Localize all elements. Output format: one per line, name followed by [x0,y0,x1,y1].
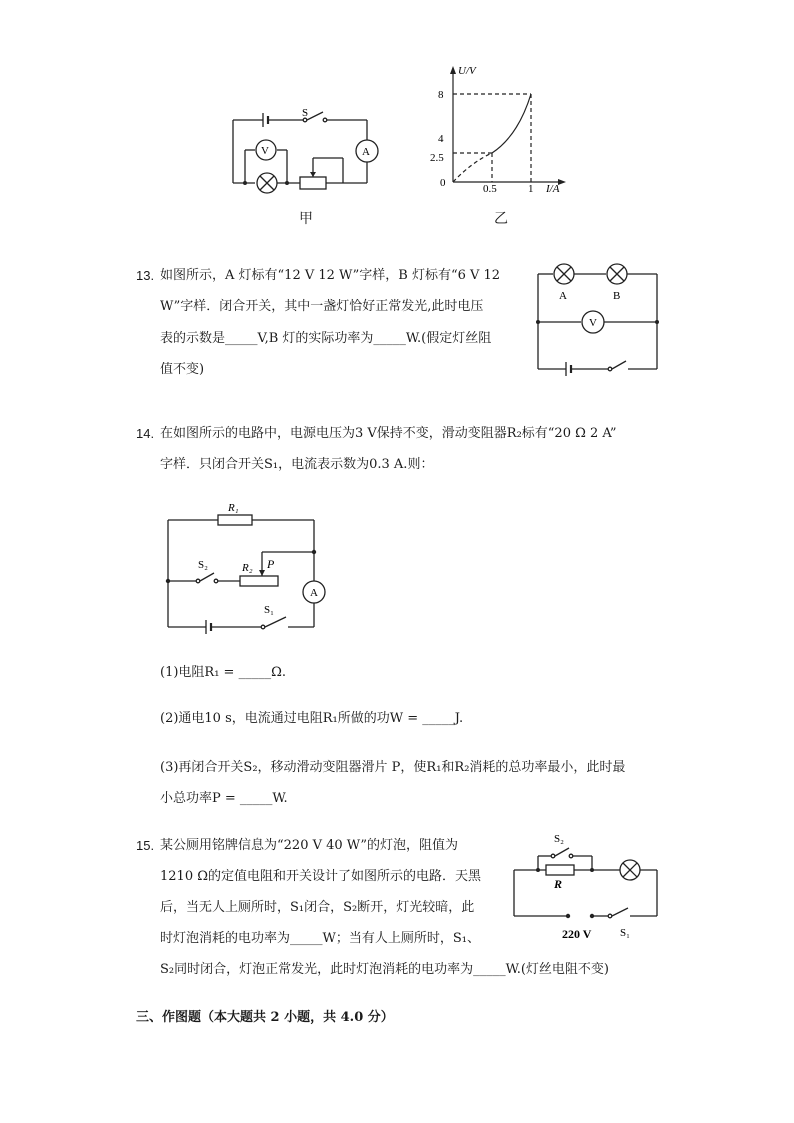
voltmeter-label: V [261,145,269,157]
y-tick: 0 [440,177,446,189]
s2-label: S₂ [554,833,564,845]
figure-jia-circuit [225,100,385,200]
slider-p-label: P [267,557,275,571]
q13-number: 13. [136,268,155,283]
q14-line-1: 在如图所示的电路中，电源电压为3 V保持不变，滑动变阻器R₂标有“20 Ω 2 A” [160,426,617,441]
q15-line-5: S₂同时闭合，灯泡正常发光，此时灯泡消耗的电功率为_____W.(灯丝电阻不变) [160,962,609,977]
q14-part-1: (1)电阻R₁ = _____Ω. [160,665,286,680]
ammeter-label: A [310,587,318,599]
q13-line-3: 表的示数是_____V,B 灯的实际功率为_____W.(假定灯丝阻 [160,331,492,346]
r2-label: R₂ [242,562,253,574]
q13-circuit [530,262,665,382]
figure-yi-graph [420,58,570,200]
lamp-a-label: A [559,290,567,302]
y-tick: 4 [438,133,444,145]
section-heading: 三、作图题（本大题共 2 小题，共 4.0 分） [136,1010,394,1025]
q15-line-2: 1210 Ω的定值电阻和开关设计了如图所示的电路．天黑 [160,869,481,884]
lamp-b-label: B [613,290,621,302]
q13-line-2: W”字样．闭合开关，其中一盏灯恰好正常发光,此时电压 [160,299,484,314]
y-tick: 8 [438,89,444,101]
r-label: R [554,877,563,891]
q15-number: 15. [136,838,155,853]
q13-line-1: 如图所示，A 灯标有“12 V 12 W”字样，B 灯标有“6 V 12 [160,268,501,283]
ammeter-label: A [362,146,370,158]
y-tick-labels [430,89,446,189]
s1-label: S₁ [264,604,274,616]
voltmeter-label: V [589,317,597,329]
x-tick-labels [483,183,534,195]
s2-label: S₂ [198,559,208,571]
q14-line-2: 字样．只闭合开关S₁，电流表示数为0.3 A.则： [160,457,434,472]
x-tick: 0.5 [483,183,497,195]
x-axis-label: I/A [546,183,560,195]
figure-jia-caption: 甲 [299,211,313,227]
y-axis-label: U/V [458,65,476,77]
s1-label: S₁ [620,927,630,939]
q14-part-3-cont: 小总功率P = _____W. [160,791,288,806]
q14-part-2: (2)通电10 s，电流通过电阻R₁所做的功W = _____J. [160,711,464,726]
q15-circuit [508,828,663,943]
q14-circuit [160,495,330,635]
voltage-label: 220 V [562,927,592,941]
q15-line-1: 某公厕用铭牌信息为“220 V 40 W”的灯泡，阻值为 [160,838,459,853]
q14-number: 14. [136,426,155,441]
r1-label: R₁ [228,502,239,514]
y-tick: 2.5 [430,152,444,164]
q14-part-3: (3)再闭合开关S₂，移动滑动变阻器滑片 P，使R₁和R₂消耗的总功率最小，此时最 [160,760,626,775]
switch-label: S [302,107,309,119]
figure-yi-caption: 乙 [494,211,508,227]
x-tick: 1 [528,183,534,195]
q15-line-3: 后，当无人上厕所时，S₁闭合，S₂断开，灯光较暗，此 [160,900,475,915]
q13-line-4: 值不变) [160,362,205,377]
q15-line-4: 时灯泡消耗的电功率为_____W；当有人上厕所时，S₁、 [160,931,480,946]
